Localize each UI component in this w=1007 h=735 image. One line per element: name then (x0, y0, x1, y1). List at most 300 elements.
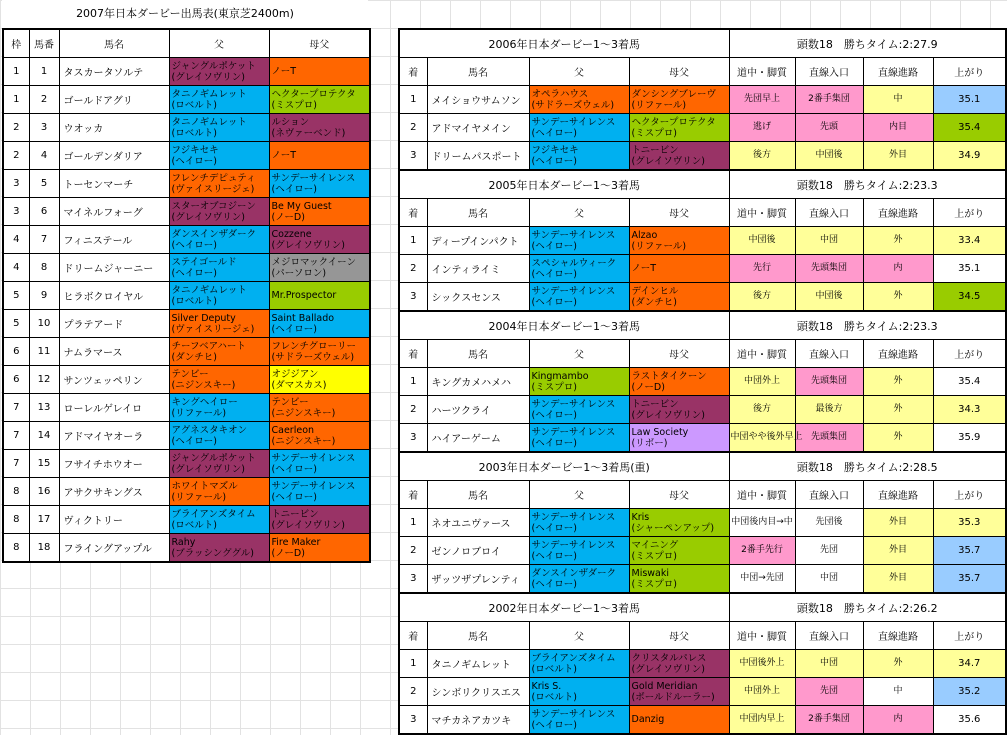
header-last-3f: 上がり (933, 199, 1006, 227)
cell-line: (グレイソヴリン) (171, 71, 245, 83)
cell-line: Kris (631, 511, 650, 523)
stretch-entry-cell: 中団 (795, 227, 863, 255)
running-style-cell (729, 509, 795, 537)
horse-number-cell: 11 (29, 338, 59, 366)
entry-row (3, 226, 370, 254)
waku-cell: 7 (3, 394, 29, 422)
stretch-course-cell: 内 (863, 706, 933, 735)
stretch-course-cell: 外 (863, 424, 933, 453)
waku-cell: 8 (3, 534, 29, 563)
last-3f-cell: 35.7 (933, 537, 1006, 565)
race-header-row (399, 481, 1006, 509)
stretch-entry-cell: 中団後 (795, 142, 863, 171)
cell-line: 外上 (766, 658, 785, 668)
last-3f-cell: 35.4 (933, 114, 1006, 142)
stretch-course-cell: 外 (863, 396, 933, 424)
cell-line: ブライアンズタイム (171, 508, 256, 520)
cell-line: (ヘイロー) (531, 240, 577, 252)
header-number: 馬番 (29, 29, 59, 58)
sire-cell (529, 537, 629, 565)
sire-cell (529, 706, 629, 735)
last-3f-cell: 35.6 (933, 706, 1006, 735)
dam-sire-cell (629, 227, 729, 255)
cell-line: ダンスインザダーク (531, 567, 617, 579)
sire-cell (169, 114, 269, 142)
dam-sire-cell (269, 254, 370, 282)
horse-name-cell: ザッツザプレンティ (427, 565, 529, 594)
stretch-entry-cell: 先団 (795, 537, 863, 565)
cell-line: サンデーサイレンス (531, 229, 616, 241)
horse-name-cell: ナムラマース (59, 338, 169, 366)
sire-cell (169, 506, 269, 534)
result-row (399, 678, 1006, 706)
sire-cell (529, 227, 629, 255)
position-cell: 3 (399, 142, 427, 171)
race-info: 頭数18 勝ちタイム:2:23.3 (729, 311, 1006, 340)
result-row (399, 142, 1006, 171)
position-cell: 2 (399, 255, 427, 283)
horse-name-cell: マイネルフォーグ (59, 198, 169, 226)
result-row (399, 114, 1006, 142)
horse-name-cell: ウオッカ (59, 114, 169, 142)
cell-line: サンデーサイレンス (531, 285, 616, 297)
position-cell: 2 (399, 114, 427, 142)
cell-line: ノーT (631, 263, 657, 274)
cell-line: テンビー (171, 368, 209, 380)
dam-sire-cell (269, 282, 370, 310)
horse-name-cell: シックスセンス (427, 283, 529, 312)
entry-row (3, 338, 370, 366)
entry-row (3, 366, 370, 394)
header-stretch-course: 直線進路 (863, 199, 933, 227)
cell-line: (ヘイロー) (531, 437, 577, 449)
cell-line: 中団 (739, 714, 758, 724)
sire-cell (529, 424, 629, 453)
horse-name-cell: ハーツクライ (427, 396, 529, 424)
waku-cell: 4 (3, 226, 29, 254)
last-3f-cell: 35.1 (933, 255, 1006, 283)
results-body (399, 29, 1006, 734)
cell-line: フレンチデピュティ (171, 172, 256, 184)
race-info: 頭数18 勝ちタイム:2:23.3 (729, 170, 1006, 199)
running-style-cell (729, 650, 795, 678)
cell-line: Caerleon (271, 424, 315, 436)
waku-cell: 1 (3, 86, 29, 114)
cell-line: サンデーサイレンス (271, 172, 356, 184)
header-horse-name: 馬名 (427, 481, 529, 509)
result-row (399, 255, 1006, 283)
sire-cell (169, 254, 269, 282)
horse-number-cell: 2 (29, 86, 59, 114)
sire-cell (529, 283, 629, 312)
position-cell: 1 (399, 509, 427, 537)
cell-line: (グレイソヴリン) (631, 155, 705, 167)
dam-sire-cell (629, 86, 729, 114)
race-header-row (399, 58, 1006, 86)
cell-line: (ヘイロー) (531, 268, 577, 280)
cell-line: (ヘイロー) (171, 435, 217, 447)
dam-sire-cell (269, 366, 370, 394)
header-dam-sire: 母父 (269, 29, 370, 58)
horse-name-cell: ディープインパクト (427, 227, 529, 255)
dam-sire-cell (269, 198, 370, 226)
header-last-3f: 上がり (933, 481, 1006, 509)
dam-sire-cell (269, 450, 370, 478)
stretch-course-cell: 中 (863, 678, 933, 706)
entry-row (3, 198, 370, 226)
dam-sire-cell (269, 310, 370, 338)
stretch-entry-cell: 先頭集団 (795, 255, 863, 283)
stretch-course-cell: 中 (863, 86, 933, 114)
dam-sire-cell (269, 422, 370, 450)
cell-line: (グレイソヴリン) (271, 519, 345, 531)
cell-line: (ネヴァーベンド) (271, 127, 346, 139)
cell-line: (ヘイロー) (271, 491, 317, 503)
cell-line: オジジアン (271, 368, 319, 380)
entry-row (3, 170, 370, 198)
entries-table (2, 28, 371, 563)
horse-number-cell: 4 (29, 142, 59, 170)
horse-name-cell: ローレルゲレイロ (59, 394, 169, 422)
horse-name-cell: キングカメハメハ (427, 368, 529, 396)
waku-cell: 3 (3, 170, 29, 198)
running-style-cell (729, 227, 795, 255)
position-cell: 3 (399, 706, 427, 735)
cell-line: ジャングルポケット (171, 452, 256, 464)
cell-line: (グレイソヴリン) (171, 211, 245, 223)
cell-line: (ヘイロー) (531, 127, 577, 139)
result-row (399, 396, 1006, 424)
sire-cell (169, 310, 269, 338)
cell-line: ジャングルポケット (171, 60, 256, 72)
result-row (399, 86, 1006, 114)
dam-sire-cell (629, 678, 729, 706)
cell-line: (ミスプロ) (631, 127, 677, 139)
waku-cell: 1 (3, 58, 29, 86)
stretch-entry-cell: 先頭集団 (795, 424, 863, 453)
dam-sire-cell (629, 565, 729, 594)
entry-row (3, 478, 370, 506)
horse-number-cell: 18 (29, 534, 59, 563)
sire-cell (169, 394, 269, 422)
dam-sire-cell (629, 537, 729, 565)
cell-line: ダンスインザダーク (171, 228, 257, 240)
header-horse-name: 馬名 (59, 29, 169, 58)
cell-line: (ノーD) (631, 381, 665, 393)
position-cell: 2 (399, 396, 427, 424)
race-info: 頭数18 勝ちタイム:2:27.9 (729, 29, 1006, 58)
cell-line: (ヘイロー) (171, 155, 217, 167)
running-style-cell (729, 283, 795, 312)
results-table (398, 28, 1007, 735)
result-row (399, 650, 1006, 678)
race-info: 頭数18 勝ちタイム:2:26.2 (729, 593, 1006, 622)
cell-line: サンデーサイレンス (531, 426, 616, 438)
horse-name-cell: ゴールデンダリア (59, 142, 169, 170)
horse-name-cell: アドマイヤオーラ (59, 422, 169, 450)
sire-cell (529, 650, 629, 678)
sire-cell (529, 114, 629, 142)
horse-name-cell: ヴィクトリー (59, 506, 169, 534)
position-cell: 1 (399, 86, 427, 114)
horse-number-cell: 6 (29, 198, 59, 226)
cell-line: Miswaki (631, 567, 670, 579)
cell-line: フジキセキ (531, 144, 579, 156)
horse-name-cell: シンボリクリスエス (427, 678, 529, 706)
horse-name-cell: ゴールドアグリ (59, 86, 169, 114)
cell-line: メジロマックイーン (271, 256, 356, 268)
header-sire: 父 (529, 481, 629, 509)
last-3f-cell: 34.7 (933, 650, 1006, 678)
race-title: 2002年日本ダービー1〜3着馬 (399, 593, 729, 622)
race-title: 2004年日本ダービー1〜3着馬 (399, 311, 729, 340)
running-style-cell (729, 424, 803, 453)
position-cell: 1 (399, 368, 427, 396)
cell-line: (ミスプロ) (271, 99, 317, 111)
horse-number-cell: 8 (29, 254, 59, 282)
waku-cell: 7 (3, 450, 29, 478)
horse-name-cell: インティライミ (427, 255, 529, 283)
sire-cell (529, 142, 629, 171)
header-last-3f: 上がり (933, 622, 1006, 650)
race-title-row (399, 311, 1006, 340)
horse-name-cell: タスカータソルテ (59, 58, 169, 86)
cell-line: (ヴァイスリージェ) (171, 323, 255, 335)
cell-line: (ロベルト) (531, 691, 577, 703)
stretch-course-cell: 外目 (863, 509, 933, 537)
cell-line: ノーT (271, 66, 297, 77)
horse-number-cell: 9 (29, 282, 59, 310)
cell-line: (ヘイロー) (531, 522, 577, 534)
header-stretch-entry: 直線入口 (795, 481, 863, 509)
running-style-cell (729, 706, 795, 735)
sire-cell (529, 396, 629, 424)
cell-line: テンビー (271, 396, 309, 408)
stretch-entry-cell: 中団 (795, 650, 863, 678)
cell-line: (リボー) (631, 437, 668, 449)
cell-line: (ロベルト) (171, 127, 217, 139)
cell-line: 外上 (762, 376, 781, 386)
waku-cell: 7 (3, 422, 29, 450)
horse-number-cell: 16 (29, 478, 59, 506)
last-3f-cell: 35.9 (933, 424, 1006, 453)
horse-name-cell: ヒラボクロイヤル (59, 282, 169, 310)
horse-number-cell: 10 (29, 310, 59, 338)
cell-line: Danzig (631, 714, 665, 725)
cell-line: Rahy (171, 536, 196, 548)
cell-line: 中団やや後 (730, 432, 776, 442)
running-style-cell (729, 86, 795, 114)
horse-number-cell: 5 (29, 170, 59, 198)
sire-cell (529, 255, 629, 283)
stretch-course-cell: 外 (863, 227, 933, 255)
cell-line: 後方 (752, 404, 771, 414)
waku-cell: 4 (3, 254, 29, 282)
header-dam-sire: 母父 (629, 199, 729, 227)
cell-line: (ミスプロ) (531, 381, 577, 393)
waku-cell: 5 (3, 310, 29, 338)
cell-line: 外上 (762, 686, 781, 696)
stretch-course-cell: 外目 (863, 142, 933, 171)
cell-line: Alzao (631, 229, 658, 241)
cell-line: タニノギムレット (171, 88, 247, 100)
dam-sire-cell (629, 706, 729, 735)
dam-sire-cell (629, 255, 729, 283)
sire-cell (529, 86, 629, 114)
result-row (399, 368, 1006, 396)
stretch-entry-cell: 中団後 (795, 283, 863, 312)
entry-row (3, 394, 370, 422)
dam-sire-cell (629, 368, 729, 396)
running-style-cell (729, 565, 795, 594)
last-3f-cell: 35.2 (933, 678, 1006, 706)
cell-line: 中団後 (739, 658, 767, 668)
cell-line: (ロベルト) (171, 295, 217, 307)
cell-line: 早上 (762, 94, 781, 104)
running-style-cell (729, 396, 795, 424)
horse-name-cell: アサクサキングス (59, 478, 169, 506)
cell-line: 後方 (752, 291, 771, 301)
dam-sire-cell (269, 142, 370, 170)
cell-line: (パーソロン) (271, 267, 327, 279)
cell-line: 先行 (752, 263, 771, 273)
horse-number-cell: 15 (29, 450, 59, 478)
race-title-row (399, 29, 1006, 58)
result-row (399, 424, 1006, 453)
horse-name-cell: タニノギムレット (427, 650, 529, 678)
header-horse-name: 馬名 (427, 340, 529, 368)
dam-sire-cell (629, 114, 729, 142)
running-style-cell (729, 142, 795, 171)
cell-line: Be My Guest (271, 200, 332, 212)
sire-cell (169, 198, 269, 226)
dam-sire-cell (269, 170, 370, 198)
dam-sire-cell (629, 396, 729, 424)
cell-line: スペシャルウィーク (531, 257, 617, 269)
result-row (399, 706, 1006, 735)
result-row (399, 565, 1006, 594)
cell-line: (ミスプロ) (631, 578, 677, 590)
entry-row (3, 282, 370, 310)
page-title: 2007年日本ダービー出馬表(東京芝2400m) (2, 0, 368, 28)
cell-line: (グレイソヴリン) (631, 663, 705, 675)
cell-line: 内早上 (757, 714, 785, 724)
horse-name-cell: トーセンマーチ (59, 170, 169, 198)
stretch-course-cell: 外 (863, 650, 933, 678)
dam-sire-cell (629, 424, 729, 453)
race-header-row (399, 340, 1006, 368)
stretch-entry-cell: 先頭集団 (795, 368, 863, 396)
horse-number-cell: 13 (29, 394, 59, 422)
horse-name-cell: メイショウサムソン (427, 86, 529, 114)
cell-line: (ヘイロー) (531, 719, 577, 731)
race-info: 頭数18 勝ちタイム:2:28.5 (729, 452, 1006, 481)
sire-cell (169, 366, 269, 394)
header-running-style: 道中・脚質 (729, 481, 795, 509)
sire-cell (169, 338, 269, 366)
cell-line: (ヘイロー) (271, 183, 317, 195)
running-style-cell (729, 678, 795, 706)
header-position: 着 (399, 340, 427, 368)
horse-name-cell: ドリームジャーニー (59, 254, 169, 282)
cell-line: 後方 (752, 150, 771, 160)
cell-line: (ニジンスキー) (171, 379, 236, 391)
race-title-row (399, 593, 1006, 622)
waku-cell: 8 (3, 506, 29, 534)
cell-line: (ブラッシンググル) (171, 547, 255, 559)
position-cell: 3 (399, 565, 427, 594)
last-3f-cell: 35.3 (933, 509, 1006, 537)
running-style-cell (729, 537, 795, 565)
stretch-entry-cell: 先頭 (795, 114, 863, 142)
header-position: 着 (399, 481, 427, 509)
cell-line: Silver Deputy (171, 312, 236, 324)
cell-line: チーフベアハート (171, 340, 246, 352)
horse-number-cell: 1 (29, 58, 59, 86)
header-dam-sire: 母父 (629, 58, 729, 86)
cell-line: (ダンチヒ) (171, 351, 218, 363)
horse-name-cell: ゼンノロブロイ (427, 537, 529, 565)
sire-cell (169, 422, 269, 450)
header-stretch-course: 直線進路 (863, 58, 933, 86)
horse-number-cell: 7 (29, 226, 59, 254)
header-sire: 父 (169, 29, 269, 58)
cell-line: ステイゴールド (171, 256, 237, 268)
stretch-course-cell: 外目 (863, 537, 933, 565)
cell-line: (ノーD) (271, 211, 305, 223)
sire-cell (169, 226, 269, 254)
cell-line: (グレイソヴリン) (171, 463, 245, 475)
cell-line: (ヘイロー) (531, 550, 577, 562)
sire-cell (169, 534, 269, 563)
stretch-entry-cell: 中団 (795, 565, 863, 594)
header-waku: 枠 (3, 29, 29, 58)
cell-line: (リファール) (631, 240, 687, 252)
sire-cell (169, 170, 269, 198)
entry-row (3, 310, 370, 338)
cell-line: サンデーサイレンス (531, 539, 616, 551)
sire-cell (529, 368, 629, 396)
cell-line: (ノーD) (271, 547, 305, 559)
header-horse-name: 馬名 (427, 58, 529, 86)
position-cell: 1 (399, 650, 427, 678)
cell-line: 逃げ (752, 122, 771, 132)
cell-line: タニノギムレット (171, 284, 247, 296)
cell-line: Gold Meridian (631, 680, 698, 692)
race-title: 2006年日本ダービー1〜3着馬 (399, 29, 729, 58)
position-cell: 3 (399, 424, 427, 453)
last-3f-cell: 35.7 (933, 565, 1006, 594)
cell-line: ヘクタープロテクタ (631, 116, 716, 128)
cell-line: ノーT (271, 150, 297, 161)
horse-number-cell: 14 (29, 422, 59, 450)
header-horse-name: 馬名 (427, 622, 529, 650)
last-3f-cell: 34.5 (933, 283, 1006, 312)
entry-row (3, 534, 370, 563)
cell-line: サンデーサイレンス (271, 480, 356, 492)
cell-line: Kingmambo (531, 370, 589, 382)
cell-line: サンデーサイレンス (531, 398, 616, 410)
header-sire: 父 (529, 199, 629, 227)
dam-sire-cell (269, 226, 370, 254)
dam-sire-cell (269, 394, 370, 422)
cell-line: オペラハウス (531, 88, 589, 100)
cell-line: トニービン (271, 508, 319, 520)
cell-line: (ヘイロー) (171, 267, 217, 279)
cell-line: (ヘイロー) (531, 578, 577, 590)
cell-line: 中団後 (748, 235, 776, 245)
cell-line: スターオブコジーン (171, 200, 256, 212)
